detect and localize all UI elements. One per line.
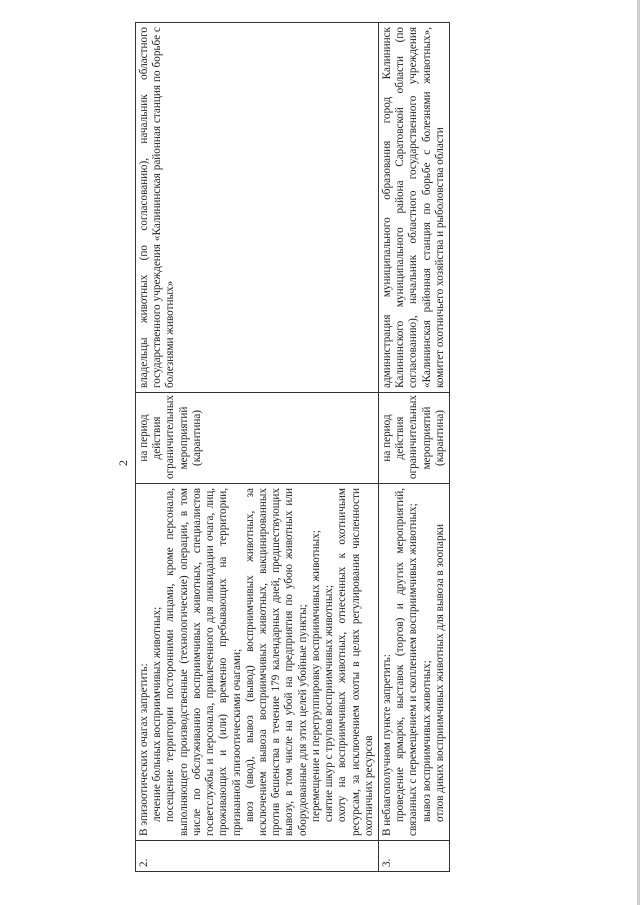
measure-text: проведение ярмарок, выставок (торгов) и других мероприятий, связанных с перемещением и скоплением восприимчивых животных;: [394, 488, 420, 836]
measure-text: отлов диких восприимчивых животных для вывоза в зоопарки: [433, 523, 446, 822]
row-number: 3.: [378, 841, 449, 872]
responsible-cell: владельцы животных (по согласованию), начальник областного государственного учреждения «Калининская районная станция по борьбе с болезнями животных»: [136, 23, 379, 393]
measures-cell: [136, 484, 379, 841]
measure-text: В эпизоотических очагах запретить:: [138, 663, 150, 836]
period-cell: на период действия ограничительных мероприятий (карантина): [136, 393, 379, 484]
measure-text: ввоз (ввод), вывоз (вывод) восприимчивых животных, за исключением вывоза восприимчивых животных, вакцинированных против бешенства в течение 179 календарных дней, предшествующих вывозу, в том числе на убой на предприятия по убою животных или оборудованные для этих целей убойные пункты;: [243, 488, 309, 836]
measures-table: [135, 22, 450, 872]
rotated-page: [20, 22, 620, 882]
measure-text: посещение территории посторонними лицами, кроме персонала, выполняющего производственные (технологические) операции, в том числе по обслуживанию восприимчивых животных, специалистов госветслужбы и персонала, привлеченного для ликвидации очага, лиц, проживающих и (или) временно пребывающих на территории, признанной эпизоотическими очагами;: [164, 488, 243, 836]
measure-text: перемещение и перегруппировку восприимчивых животных;: [309, 530, 322, 822]
row-number: 2.: [136, 841, 379, 872]
responsible-cell: администрация муниципального образования город Калининск Калининского муниципального района Саратовской области (по согласованию), начальник областного государственного учреждения «Калининская районная станция по борьбе с болезнями животных», комитет охотничьего хозяйства и рыболовства области: [378, 23, 449, 393]
period-cell: на период действия ограничительных мероприятий (карантина): [378, 393, 449, 484]
page-number: 2: [116, 460, 130, 466]
measure-text: охоту на восприимчивых животных, отнесенных к охотничьим ресурсам, за исключением охоты в целях регулирования численности охотничьих ресурсов: [336, 488, 375, 836]
measure-text: В неблагополучном пункте запретить:: [380, 654, 393, 836]
table-row: [136, 23, 379, 872]
measures-cell: [378, 484, 449, 841]
measure-text: лечение больных восприимчивых животных;: [151, 606, 164, 822]
measure-text: вывоз восприимчивых животных;: [420, 660, 433, 822]
measure-text: снятие шкур с трупов восприимчивых животных;: [323, 584, 336, 822]
table-row: [378, 23, 449, 872]
